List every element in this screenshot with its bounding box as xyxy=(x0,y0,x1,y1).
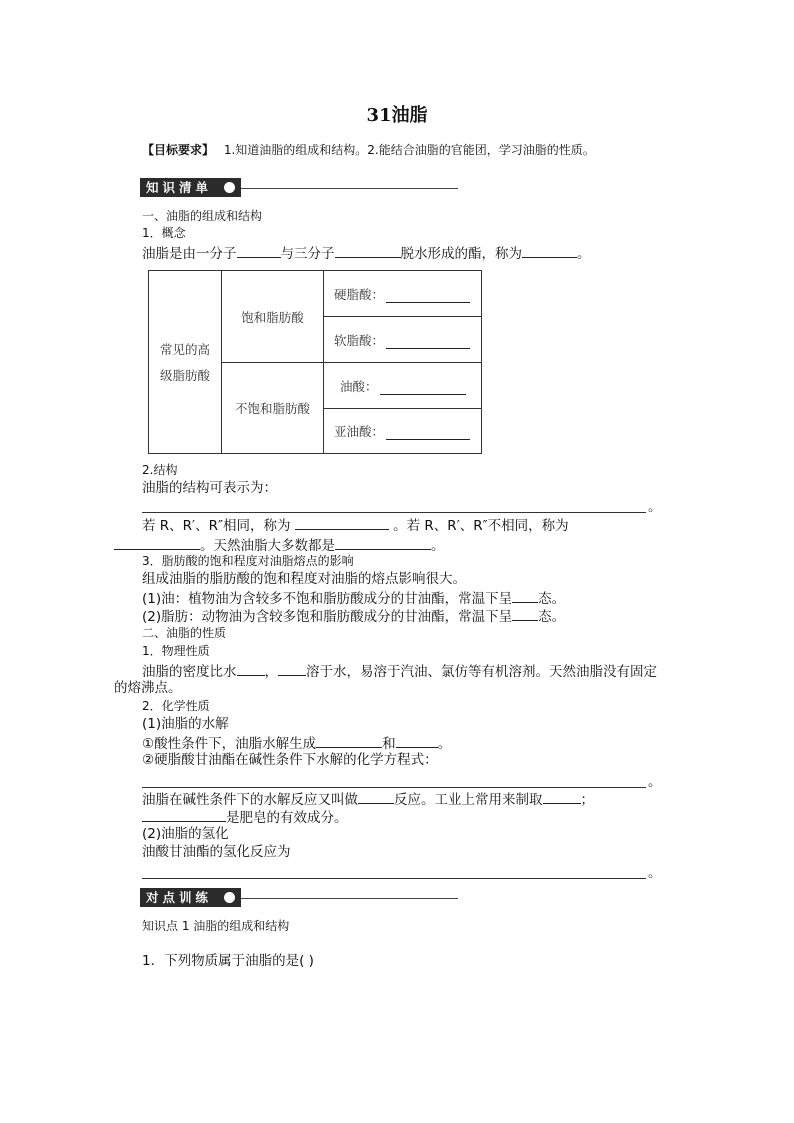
oil-state-line xyxy=(142,589,565,608)
same-r-line xyxy=(142,516,569,535)
practice-banner xyxy=(140,888,241,907)
blank-olein-equation xyxy=(142,878,646,879)
physical-text-a: 油脂的密度比水 xyxy=(142,664,237,680)
fat-state-text: (2)脂肪：动物油为含较多饱和脂肪酸成分的甘油酯，常温下呈 xyxy=(142,609,513,625)
banner-rule xyxy=(241,188,458,189)
blank-simple-glyceride xyxy=(295,516,389,530)
objective-line xyxy=(142,143,595,158)
oil-state-text: (1)油：植物油为含较多不饱和脂肪酸成分的甘油酯，常温下呈 xyxy=(142,591,513,607)
natural-oil-line xyxy=(114,536,445,555)
unsaturated-acid-cell xyxy=(222,363,324,454)
saponification-end: ； xyxy=(580,792,594,808)
physical-text-b: ， xyxy=(264,664,278,680)
physical-heading: 1．物理性质 xyxy=(142,644,210,658)
blank-stearic xyxy=(386,289,470,303)
row-header-line-1: 常见的高 xyxy=(159,342,210,357)
concept-text-b: 与三分子 xyxy=(280,246,335,262)
fat-state-line xyxy=(142,607,565,626)
natural-oil-text: 。天然油脂大多数都是 xyxy=(200,538,335,554)
blank-oil-state xyxy=(512,589,538,603)
saponification-text-b: 反应。工业上常用来制取 xyxy=(394,792,543,808)
hydrolysis-heading: (1)油脂的水解 xyxy=(142,716,229,732)
saturated-acid-cell xyxy=(222,271,324,363)
acid-hydrolysis-and: 和 xyxy=(382,736,396,752)
oleic-acid-cell xyxy=(324,363,482,409)
oil-state-suffix: 态。 xyxy=(538,591,566,607)
concept-line xyxy=(142,244,591,263)
melting-line: 组成油脂的脂肪酸的饱和程度对油脂的熔点影响很大。 xyxy=(142,571,466,587)
saponification-text: 油脂在碱性条件下的水解反应又叫做 xyxy=(142,792,358,808)
question-1: 1．下列物质属于油脂的是( ) xyxy=(142,953,314,969)
knowledge-point-heading: 知识点 1 油脂的组成和结构 xyxy=(142,919,290,933)
diff-r-text: 。若 R、R′、R″不相同，称为 xyxy=(393,518,569,534)
objective-tag: 【目标要求】 xyxy=(142,143,215,157)
blank-structure xyxy=(142,512,646,513)
saturated-acid-label: 饱和脂肪酸 xyxy=(241,309,304,325)
structure-line: 油脂的结构可表示为： xyxy=(142,480,277,496)
blank-acid-product-1 xyxy=(316,734,382,748)
stearic-acid-cell xyxy=(324,271,482,317)
soap-text: 是肥皂的有效成分。 xyxy=(226,810,348,826)
blank-ester-name xyxy=(522,244,577,258)
physical-line-cont: 的熔沸点。 xyxy=(114,680,182,696)
melting-heading: 3．脂肪酸的饱和程度对油脂熔点的影响 xyxy=(142,554,354,568)
linoleic-acid-label: 亚油酸： xyxy=(334,424,385,439)
linoleic-acid-cell xyxy=(324,409,482,454)
acid-hydrolysis-line xyxy=(142,734,451,753)
concept-end: 。 xyxy=(577,246,591,262)
stearin-period: 。 xyxy=(648,774,662,790)
blank-oleic xyxy=(380,381,466,395)
fat-state-suffix: 态。 xyxy=(538,609,566,625)
physical-text-c: 溶于水，易溶于汽油、氯仿等有机溶剂。天然油脂没有固定 xyxy=(306,664,657,680)
objective-text: 1.知道油脂的组成和结构。2.能结合油脂的官能团，学习油脂的性质。 xyxy=(223,143,595,157)
blank-glycerol xyxy=(237,244,281,258)
blank-density xyxy=(237,662,265,676)
soap-line xyxy=(142,808,348,827)
section-heading-composition: 一、油脂的组成和结构 xyxy=(142,209,263,223)
acid-hydrolysis-text: ①酸性条件下，油脂水解生成 xyxy=(142,736,317,752)
knowledge-list-label: 知识清单 xyxy=(146,180,213,195)
blank-industrial-product xyxy=(543,790,581,804)
palmitic-acid-label: 软脂酸： xyxy=(334,332,385,348)
banner-rule xyxy=(241,898,458,899)
stearin-line: ②硬脂酸甘油酯在碱性条件下水解的化学方程式： xyxy=(142,752,438,768)
fatty-acid-table xyxy=(148,270,482,454)
acid-hydrolysis-end: 。 xyxy=(437,736,452,752)
page-title: 31油脂 xyxy=(366,105,428,126)
bullet-dot-icon xyxy=(224,182,235,193)
concept-text-c: 脱水形成的酯，称为 xyxy=(400,246,522,262)
blank-natural-type xyxy=(335,536,431,550)
blank-linoleic xyxy=(386,426,470,440)
unsaturated-acid-label: 不饱和脂肪酸 xyxy=(234,401,310,416)
palmitic-acid-cell xyxy=(324,317,482,363)
structure-period: 。 xyxy=(648,499,662,515)
blank-palmitic xyxy=(386,335,470,349)
structure-heading: 2.结构 xyxy=(142,463,178,477)
blank-fatty-acid xyxy=(335,244,401,258)
blank-solubility xyxy=(278,662,306,676)
blank-acid-product-2 xyxy=(396,734,438,748)
bullet-dot-icon xyxy=(224,892,235,903)
physical-line xyxy=(142,662,657,681)
concept-heading: 1．概念 xyxy=(142,226,186,240)
same-r-text: 若 R、R′、R″相同，称为 xyxy=(142,518,291,534)
section-heading-properties: 二、油脂的性质 xyxy=(142,626,227,640)
blank-saponification xyxy=(358,790,394,804)
blank-fat-state xyxy=(512,607,538,621)
practice-label: 对点训练 xyxy=(146,890,213,905)
row-header-line-2: 级脂肪酸 xyxy=(159,368,210,383)
knowledge-list-banner xyxy=(140,178,241,197)
blank-mixed-glyceride xyxy=(114,536,200,550)
table-row-header xyxy=(149,271,222,454)
blank-soap-component xyxy=(142,808,226,822)
concept-text-a: 油脂是由一分子 xyxy=(142,246,237,262)
stearic-acid-label: 硬脂酸： xyxy=(334,286,385,302)
oleic-acid-label: 油酸： xyxy=(340,378,378,394)
natural-period: 。 xyxy=(431,538,445,554)
olein-line: 油酸甘油酯的氢化反应为 xyxy=(142,844,291,860)
saponification-line xyxy=(142,790,594,809)
hydrogenation-heading: (2)油脂的氢化 xyxy=(142,826,229,842)
chemical-heading: 2．化学性质 xyxy=(142,699,210,713)
blank-stearin-equation xyxy=(142,787,646,788)
olein-period: 。 xyxy=(648,865,662,881)
